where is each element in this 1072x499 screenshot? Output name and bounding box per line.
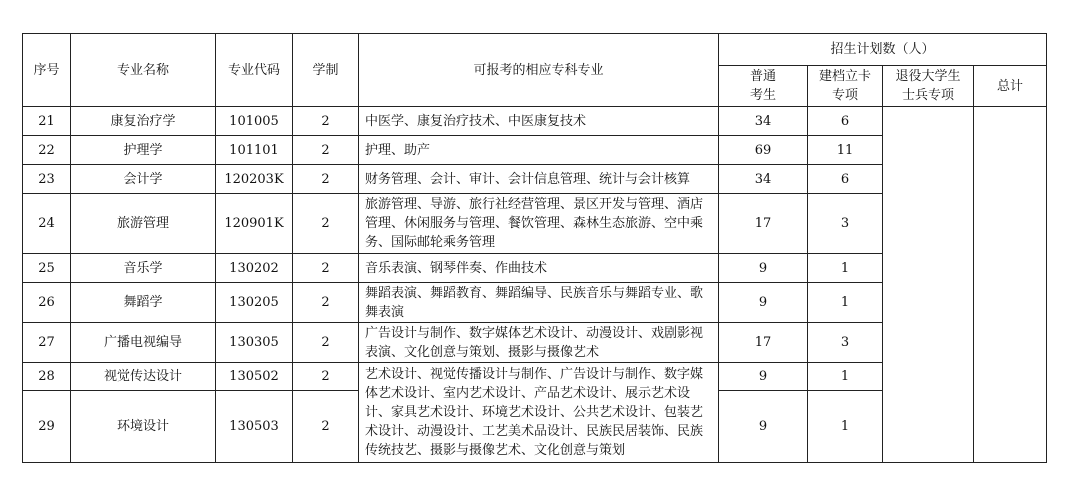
- cell-regular: 9: [719, 363, 808, 391]
- cell-years: 2: [293, 254, 359, 283]
- cell-seq: 23: [23, 165, 71, 194]
- cell-years: 2: [293, 323, 359, 363]
- cell-name: 舞蹈学: [71, 283, 216, 323]
- cell-years: 2: [293, 194, 359, 254]
- cell-years: 2: [293, 107, 359, 136]
- cell-code: 120901K: [216, 194, 293, 254]
- cell-regular: 17: [719, 194, 808, 254]
- cell-regular: 9: [719, 391, 808, 463]
- cell-regular: 69: [719, 136, 808, 165]
- cell-code: 130205: [216, 283, 293, 323]
- header-duration: 学制: [293, 34, 359, 107]
- header-poverty: 建档立卡专项: [808, 66, 883, 107]
- cell-code: 101005: [216, 107, 293, 136]
- cell-total-merged: [974, 107, 1047, 463]
- cell-code: 130502: [216, 363, 293, 391]
- cell-years: 2: [293, 165, 359, 194]
- enrollment-plan-table: [22, 33, 1047, 463]
- header-seq: 序号: [23, 34, 71, 107]
- cell-seq: 24: [23, 194, 71, 254]
- cell-regular: 9: [719, 254, 808, 283]
- cell-code: 130305: [216, 323, 293, 363]
- cell-seq: 26: [23, 283, 71, 323]
- cell-name: 音乐学: [71, 254, 216, 283]
- cell-poverty: 1: [808, 254, 883, 283]
- header-regular: 普通考生: [719, 66, 808, 107]
- cell-seq: 21: [23, 107, 71, 136]
- cell-related: 护理、助产: [359, 136, 719, 165]
- cell-related: 音乐表演、钢琴伴奏、作曲技术: [359, 254, 719, 283]
- header-enrollment-plan: 招生计划数（人）: [719, 34, 1047, 66]
- cell-poverty: 6: [808, 107, 883, 136]
- cell-related-shared: 艺术设计、视觉传播设计与制作、广告设计与制作、数字媒体艺术设计、室内艺术设计、产品艺术设计、展示艺术设计、家具艺术设计、环境艺术设计、公共艺术设计、包装艺术设计、动漫设计、工艺美术品设计、民族民居装饰、民族传统技艺、摄影与摄像艺术、文化创意与策划: [359, 363, 719, 463]
- header-total: 总计: [974, 66, 1047, 107]
- cell-veteran-merged: [883, 107, 974, 463]
- cell-poverty: 11: [808, 136, 883, 165]
- cell-regular: 34: [719, 107, 808, 136]
- cell-years: 2: [293, 363, 359, 391]
- cell-seq: 27: [23, 323, 71, 363]
- header-row-1: [23, 34, 1047, 66]
- header-veteran: 退役大学生士兵专项: [883, 66, 974, 107]
- cell-code: 101101: [216, 136, 293, 165]
- cell-seq: 25: [23, 254, 71, 283]
- header-related-majors: 可报考的相应专科专业: [359, 34, 719, 107]
- cell-name: 会计学: [71, 165, 216, 194]
- cell-related: 财务管理、会计、审计、会计信息管理、统计与会计核算: [359, 165, 719, 194]
- cell-poverty: 1: [808, 391, 883, 463]
- cell-years: 2: [293, 136, 359, 165]
- cell-regular: 9: [719, 283, 808, 323]
- cell-name: 康复治疗学: [71, 107, 216, 136]
- header-major-name: 专业名称: [71, 34, 216, 107]
- cell-years: 2: [293, 391, 359, 463]
- cell-seq: 22: [23, 136, 71, 165]
- cell-code: 120203K: [216, 165, 293, 194]
- cell-poverty: 1: [808, 283, 883, 323]
- cell-related: 旅游管理、导游、旅行社经营管理、景区开发与管理、酒店管理、休闲服务与管理、餐饮管理、森林生态旅游、空中乘务、国际邮轮乘务管理: [359, 194, 719, 254]
- cell-name: 视觉传达设计: [71, 363, 216, 391]
- cell-name: 广播电视编导: [71, 323, 216, 363]
- cell-code: 130202: [216, 254, 293, 283]
- cell-name: 旅游管理: [71, 194, 216, 254]
- cell-related: 舞蹈表演、舞蹈教育、舞蹈编导、民族音乐与舞蹈专业、歌舞表演: [359, 283, 719, 323]
- cell-seq: 29: [23, 391, 71, 463]
- cell-code: 130503: [216, 391, 293, 463]
- cell-related: 中医学、康复治疗技术、中医康复技术: [359, 107, 719, 136]
- cell-poverty: 3: [808, 323, 883, 363]
- cell-years: 2: [293, 283, 359, 323]
- cell-poverty: 1: [808, 363, 883, 391]
- cell-name: 护理学: [71, 136, 216, 165]
- header-major-code: 专业代码: [216, 34, 293, 107]
- cell-regular: 34: [719, 165, 808, 194]
- cell-regular: 17: [719, 323, 808, 363]
- cell-related: 广告设计与制作、数字媒体艺术设计、动漫设计、戏剧影视表演、文化创意与策划、摄影与摄像艺术: [359, 323, 719, 363]
- cell-poverty: 6: [808, 165, 883, 194]
- cell-name: 环境设计: [71, 391, 216, 463]
- cell-poverty: 3: [808, 194, 883, 254]
- cell-seq: 28: [23, 363, 71, 391]
- table-row: [23, 107, 1047, 136]
